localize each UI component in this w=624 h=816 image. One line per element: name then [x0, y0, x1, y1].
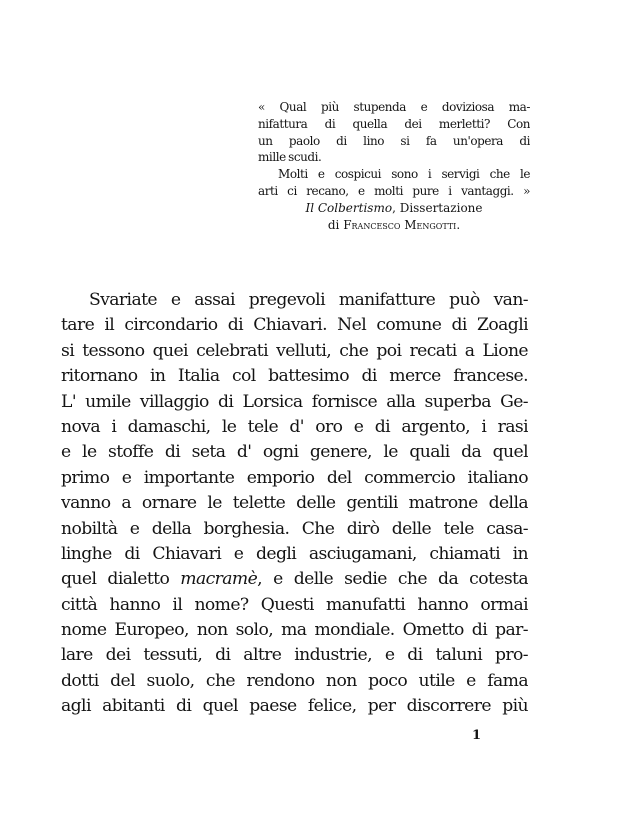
macrame-after: , e delle sedie che da cotesta [257, 569, 528, 590]
epigraph-line: mille scudi. [258, 150, 322, 165]
epigraph-line: nifattura di quella dei merletti? Con [258, 116, 530, 131]
source-title: Il Colbertismo [305, 200, 393, 215]
epigraph [258, 99, 530, 233]
body-line: nova i damaschi, le tele d' oro e di argento, i rasi [61, 416, 528, 437]
body-line: nobiltà e della borghesia. Che dirò delle tele casa- [61, 518, 528, 539]
body-line: si tessono quei celebrati velluti, che poi recati a Lione [61, 340, 528, 361]
body-line: dotti del suolo, che rendono non poco utile e fama [61, 670, 528, 691]
body-line: agli abitanti di quel paese felice, per discorrere più [61, 696, 528, 717]
epigraph-line: Molti e cospicui sono i servigi che le [278, 167, 530, 182]
body-line: L' umile villaggio di Lorsica fornisce alla superba Ge- [61, 391, 528, 412]
body-line: tare il circondario di Chiavari. Nel comune di Zoagli [61, 315, 528, 336]
body-line: vanno a ornare le telette delle gentili matrone della [61, 493, 528, 514]
body-line: linghe di Chiavari e degli asciugamani, chiamati in [61, 543, 528, 564]
page-number: 1 [472, 728, 482, 743]
source-rest: , Dissertazione [392, 200, 483, 215]
body-line: primo e importante emporio del commercio italiano [61, 467, 528, 488]
body-line: ritornano in Italia col battesimo di merce francese. [61, 366, 528, 387]
macrame-word: macramè [180, 569, 258, 590]
body-line: Svariate e assai pregevoli manifatture può van- [89, 290, 528, 310]
body-line: nome Europeo, non solo, ma mondiale. Ometto di par- [61, 620, 528, 641]
body-line-macrame [61, 567, 528, 592]
body-line: città hanno il nome? Questi manufatti hanno ormai [61, 594, 528, 615]
epigraph-author [258, 217, 530, 234]
epigraph-line: arti ci recano, e molti pure i vantaggi. » [258, 183, 530, 198]
macrame-before: quel dialetto [61, 569, 181, 590]
author-name: Francesco Mengotti. [343, 217, 461, 232]
author-prefix: di [327, 217, 344, 232]
epigraph-line: un paolo di lino si fa un'opera di [258, 133, 530, 148]
epigraph-line: « Qual più stupenda e doviziosa ma- [258, 100, 530, 114]
body-paragraph [61, 288, 528, 720]
body-line: lare dei tessuti, di altre industrie, e di taluni pro- [61, 645, 528, 666]
epigraph-source [258, 200, 530, 217]
body-line: e le stoffe di seta d' ogni genere, le quali da quel [61, 442, 528, 463]
